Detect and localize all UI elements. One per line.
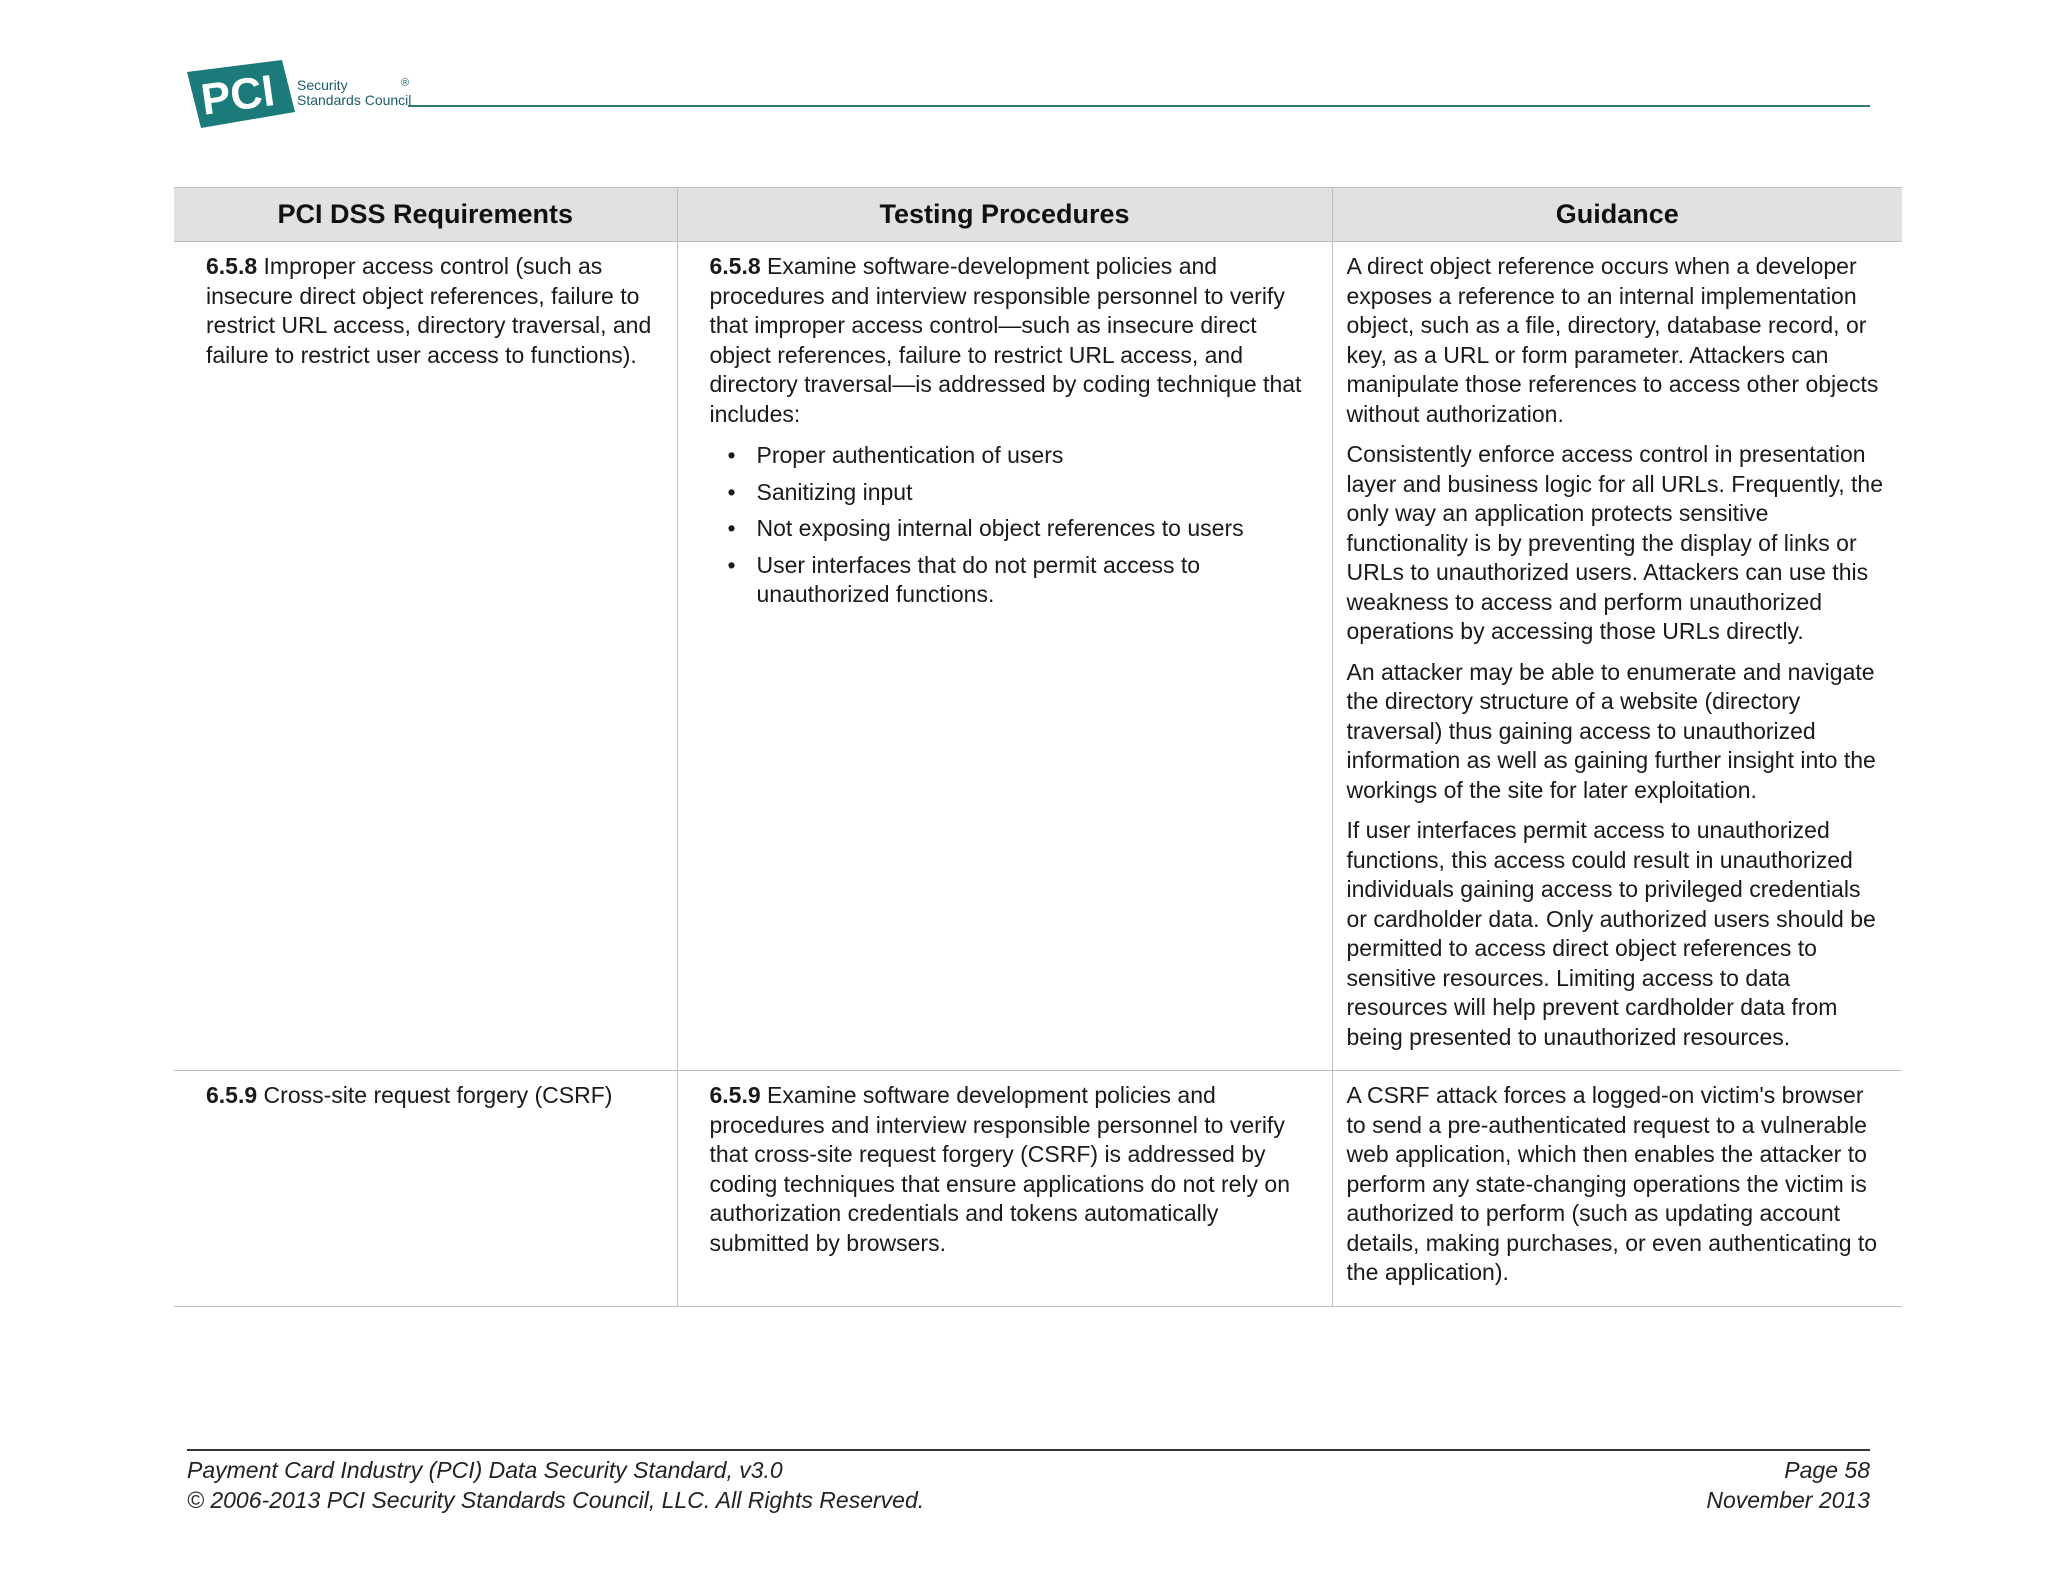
column-header-guidance: Guidance [1332, 188, 1902, 242]
requirement-cell [174, 242, 677, 1071]
footer-left [187, 1455, 924, 1515]
requirement-number: 6.5.9 [206, 1082, 258, 1108]
testing-text: Examine software-development policies and procedures and interview responsible personnel to verify that improper access control—such as insecure direct object references, failure to restrict URL access, and directory traversal—is addressed by coding technique that includes: [709, 253, 1302, 427]
header-rule [408, 105, 1870, 107]
list-item: • Proper authentication of users [727, 442, 1064, 468]
guidance-cell [1332, 1071, 1902, 1307]
testing-text: Examine software development policies and procedures and interview responsible personnel to verify that cross-site request forgery (CSRF) is addressed by coding techniques that ensure applications do not rely on authorization credentials and tokens automatically submitted by browsers. [709, 1082, 1291, 1256]
testing-number: 6.5.8 [709, 253, 761, 279]
footer-document-title: Payment Card Industry (PCI) Data Security Standard, v3.0 [187, 1457, 783, 1483]
footer-date: November 2013 [1706, 1487, 1870, 1513]
testing-bullet-list [710, 441, 1318, 610]
list-item: • User interfaces that do not permit access to unauthorized functions. [727, 551, 1201, 607]
pci-logo-line1: Security [297, 77, 348, 93]
footer-page-number: Page 58 [1784, 1457, 1870, 1483]
testing-cell [677, 242, 1332, 1071]
guidance-paragraph: A CSRF attack forces a logged-on victim's browser to send a pre-authenticated request to a vulnerable web application, which then enables the attacker to perform any state-changing operations the victim is authorized to perform (such as updating account details, making purchases, or even authenticating to the application). [1346, 1082, 1878, 1285]
pci-logo-text: PCI [198, 66, 278, 125]
footer-right [1706, 1455, 1870, 1515]
column-header-testing: Testing Procedures [677, 188, 1332, 242]
requirement-text: Improper access control (such as insecure direct object references, failure to restrict URL access, directory traversal, and failure to restrict user access to functions). [206, 253, 652, 368]
table-row [174, 242, 1902, 1071]
pci-logo-line2: Standards Council [297, 92, 412, 108]
guidance-paragraph: A direct object reference occurs when a developer exposes a reference to an internal implementation object, such as a file, directory, database record, or key, as a URL or form parameter. Attackers can manipulate those references to access other objects without authorization. [1346, 253, 1879, 427]
testing-number: 6.5.9 [709, 1082, 761, 1108]
requirement-text: Cross-site request forgery (CSRF) [257, 1082, 613, 1108]
requirements-table [174, 187, 1902, 1307]
guidance-cell [1332, 242, 1902, 1071]
column-header-requirements: PCI DSS Requirements [174, 188, 677, 242]
list-item: • Not exposing internal object references to users [727, 515, 1244, 541]
table-header-row [174, 188, 1902, 242]
footer-copyright: © 2006-2013 PCI Security Standards Council, LLC. All Rights Reserved. [187, 1487, 925, 1513]
testing-cell [677, 1071, 1332, 1307]
list-item: • Sanitizing input [727, 478, 913, 505]
pci-logo-reg: ® [401, 77, 410, 89]
requirement-number: 6.5.8 [206, 253, 258, 279]
footer-rule [187, 1449, 1870, 1451]
guidance-paragraph: Consistently enforce access control in presentation layer and business logic for all URLs. Frequently, the only way an application protects sensitive functionality is by preventing the display of links or URLs to unauthorized users. Attackers can use this weakness to access and perform unauthorized operations by accessing those URLs directly. [1346, 441, 1884, 644]
table-row [174, 1071, 1902, 1307]
requirement-cell [174, 1071, 677, 1307]
pci-logo [187, 60, 417, 130]
guidance-paragraph: If user interfaces permit access to unauthorized functions, this access could result in unauthorized individuals gaining access to privileged credentials or cardholder data. Only authorized users should be permitted to access direct object references to sensitive resources. Limiting access to data resources will help prevent cardholder data from being presented to unauthorized resources. [1346, 817, 1876, 1050]
guidance-paragraph: An attacker may be able to enumerate and navigate the directory structure of a website (directory traversal) thus gaining access to unauthorized information as well as gaining further insight into the workings of the site for later exploitation. [1346, 658, 1876, 803]
